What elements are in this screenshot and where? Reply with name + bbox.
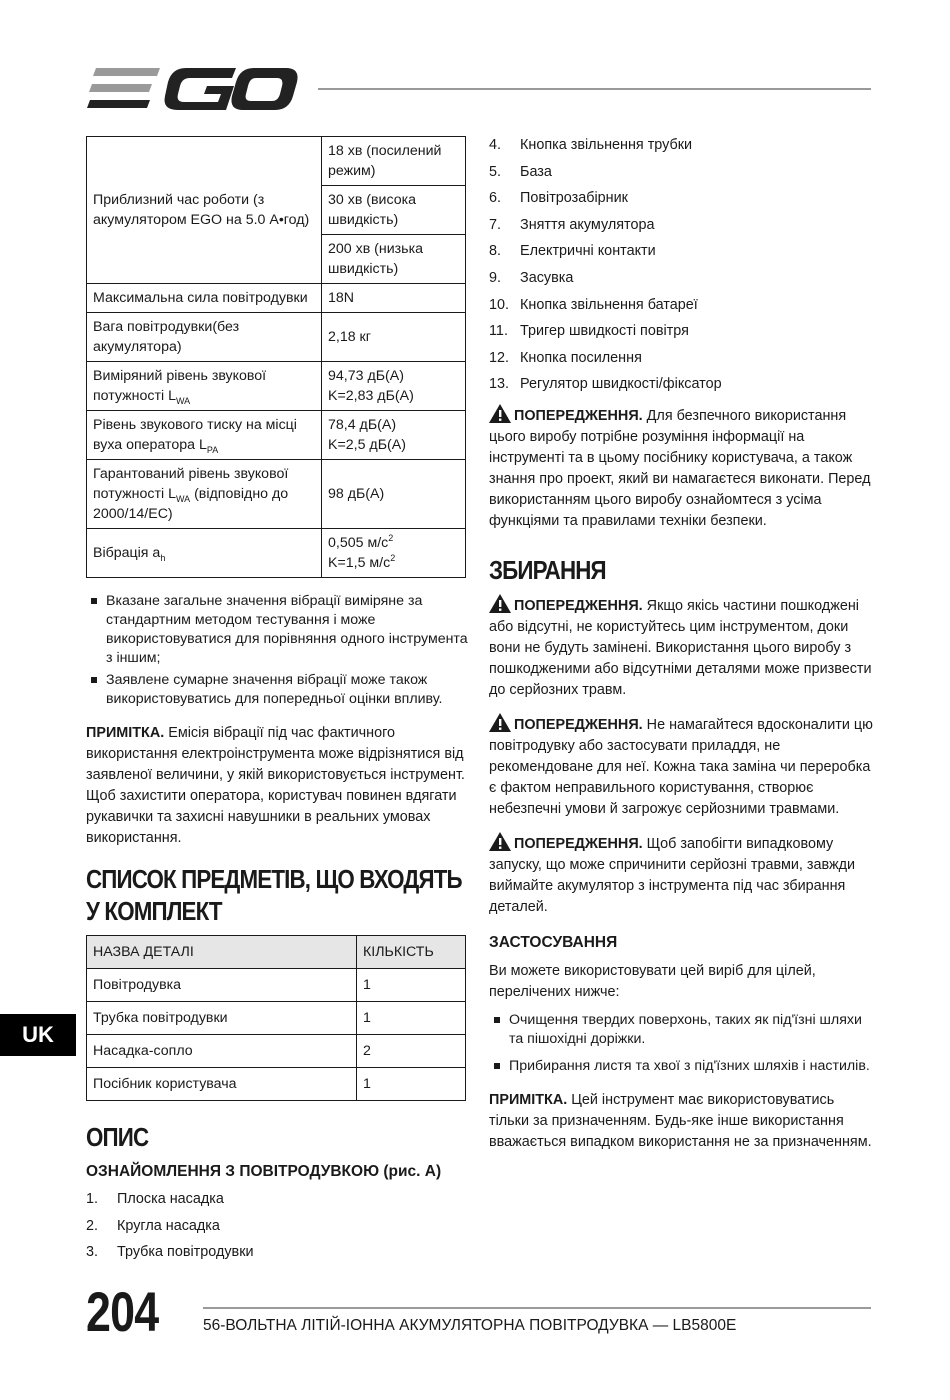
table-row — [87, 1035, 466, 1068]
warning-triangle-icon — [489, 832, 511, 851]
spec-value-sound-pressure: 78,4 дБ(A) K=2,5 дБ(A) — [322, 411, 466, 460]
spec-row-guaranteed — [87, 460, 466, 529]
footer-rule — [203, 1307, 871, 1309]
packing-item-qty: 1 — [357, 1002, 466, 1035]
spec-value-guaranteed: 98 дБ(A) — [322, 460, 466, 529]
list-item: 2. Кругла насадка — [86, 1217, 220, 1234]
spec-row-sound-power — [87, 362, 466, 411]
spec-row-force — [87, 284, 466, 313]
assembly-title: ЗБИРАННЯ — [489, 554, 606, 585]
application-bullet: Прибирання листя та хвої з під'їзних шляхів і настилів. — [489, 1057, 873, 1076]
header-rule — [318, 88, 871, 90]
warning-triangle-icon — [489, 594, 511, 613]
assembly-warning: ПОПЕРЕДЖЕННЯ. Щоб запобігти випадковому запуску, що може спричинити серйозні травми, завжди виймайте акумулятор з інструмента під час збирання деталей. — [489, 832, 873, 918]
application-bullets — [489, 1011, 873, 1076]
spec-label-sound-pressure: Рівень звукового тиску на місці вуха оператора $L_{PA}$ — [87, 411, 322, 460]
spec-value-runtime-low: 200 хв (низька швидкість) — [322, 235, 466, 284]
vibration-note: ПРИМІТКА. Емісія вібрації під час фактичного використання електроінструмента може відрізнятися від заявленої величини, у якій використовується інструмент. Щоб захистити оператора, користувач повинен вдягати рукавички та захисні навушники в реальних умовах використання. — [86, 725, 465, 846]
assembly-warning: ПОПЕРЕДЖЕННЯ. Якщо якісь частини пошкоджені або відсутні, не користуйтесь цим інструментом, доки вони не будуть замінені. Використання цього виробу з пошкодженими або відсутніми деталями може призвести до серйозних травм. — [489, 594, 873, 701]
packing-item-name: Повітродувка — [87, 969, 357, 1002]
ego-logo-graphic — [86, 64, 300, 114]
list-item: 8. Електричні контакти — [489, 243, 656, 260]
list-item: 1. Плоска насадка — [86, 1191, 224, 1207]
spec-value-weight: 2,18 кг — [322, 313, 466, 362]
description-subtitle: ОЗНАЙОМЛЕННЯ З ПОВІТРОДУВКОЮ (рис. А) — [86, 1163, 442, 1180]
packing-item-qty: 1 — [357, 1068, 466, 1101]
warning-triangle-icon — [489, 713, 511, 732]
spec-row-runtime — [87, 137, 466, 186]
spec-value-force: 18N — [322, 284, 466, 313]
spec-label-weight: Вага повітродувки(без акумулятора) — [87, 313, 322, 362]
right-column — [489, 136, 873, 1153]
application-intro: Ви можете використовувати цей виріб для цілей, перелічених нижче: — [489, 962, 816, 1000]
table-row — [87, 1002, 466, 1035]
spec-row-weight — [87, 313, 466, 362]
left-column — [86, 136, 468, 1270]
packing-table — [86, 935, 466, 1101]
packing-header-qty: КІЛЬКІСТЬ — [357, 936, 466, 969]
ego-logo — [86, 64, 300, 114]
bullet-square-icon — [494, 1017, 500, 1023]
list-item: 6. Повітрозабірник — [489, 190, 628, 207]
application-note: ПРИМІТКА. Цей інструмент має використовуватись тільки за призначенням. Будь-яке інше використання вважається випадком використання не за призначенням. — [489, 1091, 872, 1150]
footer-title: 56-ВОЛЬТНА ЛІТІЙ-ІОННА АКУМУЛЯТОРНА ПОВІТРОДУВКА — LB5800E — [203, 1317, 737, 1334]
packing-item-qty: 2 — [357, 1035, 466, 1068]
spec-label-sound-power: Виміряний рівень звукової потужності $L_{WA}$ — [87, 362, 322, 411]
spec-row-vibration — [87, 529, 466, 578]
spec-value-runtime-high: 30 хв (висока швидкість) — [322, 186, 466, 235]
table-row — [87, 1068, 466, 1101]
packing-item-name: Трубка повітродувки — [87, 1002, 357, 1035]
language-tab: UK — [0, 1014, 76, 1056]
spec-label-runtime: Приблизний час роботи (з акумулятором EGO на 5.0 А•год) — [87, 137, 322, 284]
list-item: 13. Регулятор швидкості/фіксатор — [489, 376, 722, 393]
parts-list-right — [489, 136, 873, 402]
packing-table-header — [87, 936, 466, 969]
assembly-warning: ПОПЕРЕДЖЕННЯ. Не намагайтеся вдосконалити цю повітродувку або застосувати приладдя, не рекомендоване для неї. Кожна така заміна чи переробка є фактом неправильного користування, створює небезпечні умови й загрожує серйозними травмами. — [489, 713, 873, 820]
list-item: 11. Тригер швидкості повітря — [489, 323, 689, 340]
safety-warning: ПОПЕРЕДЖЕННЯ. Для безпечного використання цього виробу потрібне розуміння інформації на інструменті та в цьому посібнику користувача, а також знання про проект, який ви намагаєтеся виконати. Перед використанням цього виробу ознайомтеся з усіма функціями та правилами техніки безпеки. — [489, 404, 873, 532]
spec-label-force: Максимальна сила повітродувки — [87, 284, 322, 313]
application-title: ЗАСТОСУВАННЯ — [489, 933, 618, 951]
spec-label-vibration: Вібрація $a_h$ — [87, 529, 322, 578]
list-item: 10. Кнопка звільнення батареї — [489, 296, 698, 313]
description-title: ОПИС — [86, 1122, 149, 1152]
packing-header-name: НАЗВА ДЕТАЛІ — [87, 936, 357, 969]
list-item: 12. Кнопка посилення — [489, 349, 642, 366]
spec-label-guaranteed: Гарантований рівень звукової потужності $L_{WA}$ (відповідно до 2000/14/EC) — [87, 460, 322, 529]
packing-item-name: Насадка-сопло — [87, 1035, 357, 1068]
packing-list-title: СПИСОК ПРЕДМЕТІВ, ЩО ВХОДЯТЬ У КОМПЛЕКТ — [86, 864, 462, 926]
list-item: 4. Кнопка звільнення трубки — [489, 137, 693, 153]
spec-value-vibration: 0,505 $м/с^2$ K=1,5 $м/с^2$ — [322, 529, 466, 578]
bullet-square-icon — [494, 1063, 500, 1069]
bullet-square-icon — [91, 598, 97, 604]
spec-row-sound-pressure — [87, 411, 466, 460]
application-bullet: Очищення твердих поверхонь, таких як під'їзні шляхи та пішохідні доріжки. — [489, 1011, 873, 1049]
bullet-square-icon — [91, 677, 97, 683]
vibration-bullets — [86, 592, 468, 709]
warning-triangle-icon — [489, 404, 511, 423]
list-item: 5. База — [489, 163, 552, 180]
vibration-bullet: Вказане загальне значення вібрації виміряне за стандартним методом тестування і може використовуватися для порівняння одного інструмента з іншим; — [86, 592, 468, 668]
list-item: 9. Засувка — [489, 269, 574, 286]
spec-value-sound-power: 94,73 дБ(A) K=2,83 дБ(A) — [322, 362, 466, 411]
packing-item-name: Посібник користувача — [87, 1068, 357, 1101]
page-number: 204 — [86, 1280, 159, 1343]
list-item: 3. Трубка повітродувки — [86, 1244, 254, 1261]
table-row — [87, 969, 466, 1002]
packing-item-qty: 1 — [357, 969, 466, 1002]
list-item: 7. Зняття акумулятора — [489, 216, 655, 233]
spec-value-runtime-boost: 18 хв (посилений режим) — [322, 137, 466, 186]
vibration-bullet: Заявлене сумарне значення вібрації може також використовуватись для попередньої оцінки впливу. — [86, 671, 468, 709]
parts-list-left — [86, 1190, 468, 1270]
spec-table — [86, 136, 466, 578]
